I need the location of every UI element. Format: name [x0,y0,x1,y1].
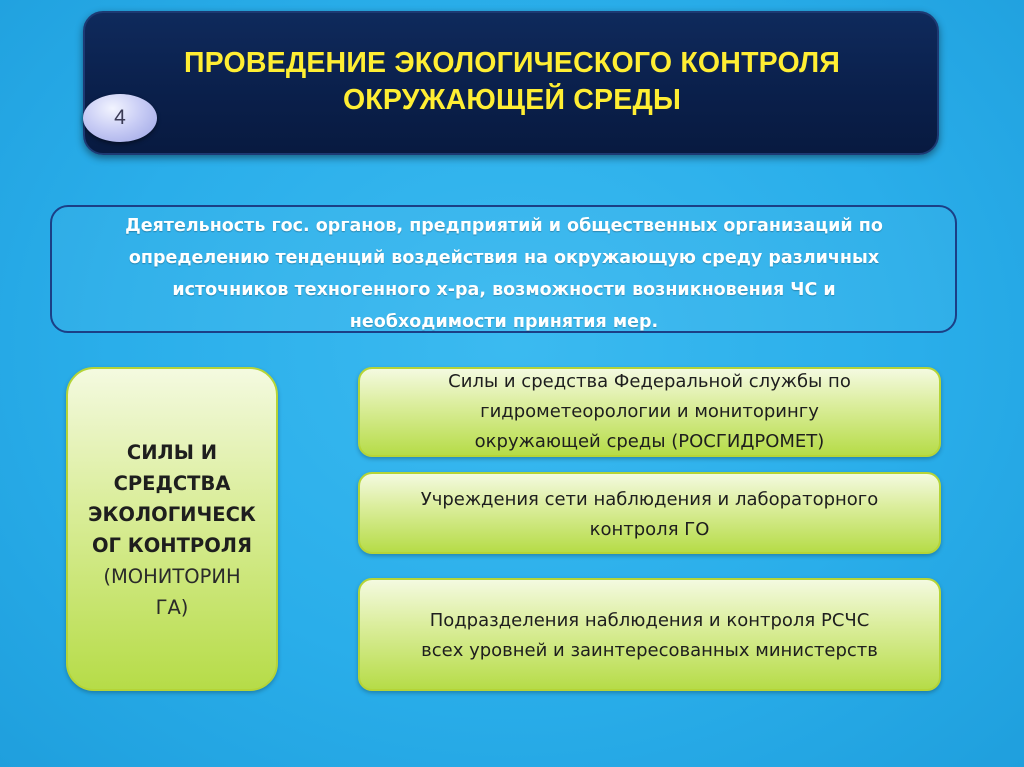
definition-line: необходимости принятия мер. [349,312,659,332]
slide-title-line-1: ПРОВЕДЕНИЕ ЭКОЛОГИЧЕСКОГО КОНТРОЛЯ [183,47,841,79]
item-text-roshydromet [362,367,937,457]
item-line: всех уровней и заинтересованных министерств [421,640,878,661]
item-line: Силы и средства Федеральной службы по [448,371,851,392]
slide-title [120,45,904,119]
monitoring-forces-line: СИЛЫ И [126,441,218,464]
slide-number-badge: 4 [83,94,157,142]
item-line: Подразделения наблюдения и контроля РСЧС [429,610,870,631]
monitoring-forces-line: ГА) [155,596,189,619]
item-line: контроля ГО [589,519,710,540]
monitoring-forces-line: СРЕДСТВА [113,472,231,495]
definition-line: источников техногенного х-ра, возможности возникновения ЧС и [172,280,836,300]
item-line: гидрометеорологии и мониторингу [480,401,819,422]
slide-title-line-2: ОКРУЖАЮЩЕЙ СРЕДЫ [342,84,682,116]
item-text-civil-defense [362,485,937,545]
item-line: Учреждения сети наблюдения и лабораторного [420,489,879,510]
monitoring-forces-line: ЭКОЛОГИЧЕСК [88,503,256,526]
definition-text [60,210,948,338]
monitoring-forces-line: ОГ КОНТРОЛЯ [91,534,252,557]
definition-line: определению тенденций воздействия на окружающую среду различных [128,248,880,268]
definition-line: Деятельность гос. органов, предприятий и общественных организаций по [125,216,883,236]
monitoring-forces-label [66,437,278,623]
item-line: окружающей среды (РОСГИДРОМЕТ) [474,431,825,452]
item-text-rschs [362,606,937,666]
monitoring-forces-line: (МОНИТОРИН [103,565,241,588]
